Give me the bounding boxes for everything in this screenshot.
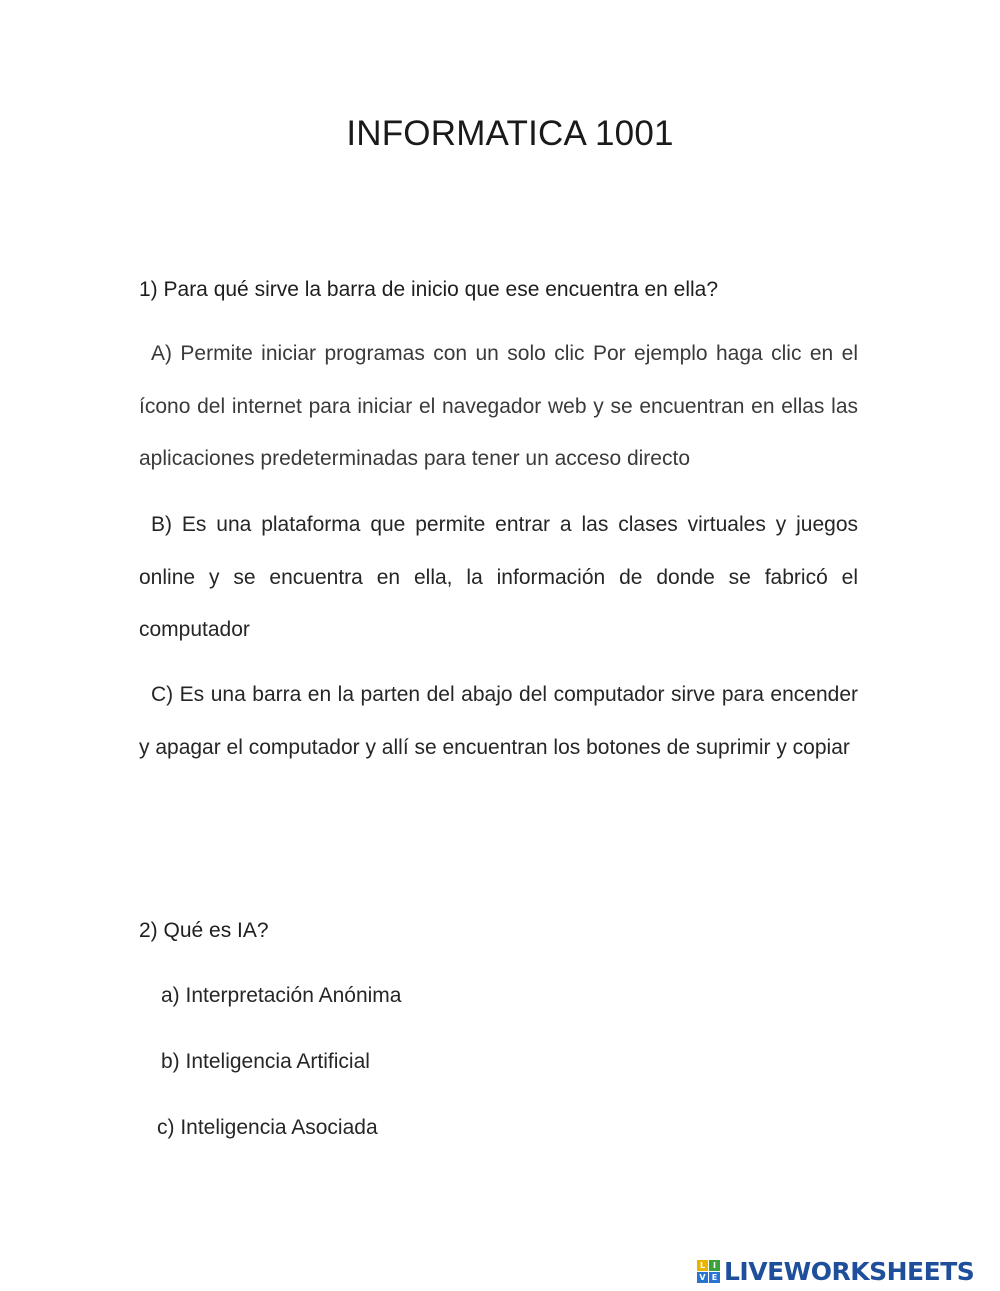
question-2-option-b[interactable]: b) Inteligencia Artificial	[161, 1050, 370, 1073]
option-a-text: A) Permite iniciar programas con un solo clic Por ejemplo haga clic en el ícono del internet para iniciar el navegador web y se encuentran en ellas las aplicaciones predeterminadas para tener un acceso directo	[139, 342, 858, 470]
question-2: 2) Qué es IA?	[139, 919, 269, 942]
question-1-option-c[interactable]	[139, 669, 858, 774]
question-1: 1) Para qué sirve la barra de inicio que ese encuentra en ella?	[139, 278, 719, 301]
liveworksheets-logo	[697, 1256, 974, 1286]
question-2-option-a[interactable]: a) Interpretación Anónima	[161, 984, 402, 1007]
logo-mark-icon	[697, 1260, 720, 1283]
page-title: INFORMATICA 1001	[346, 114, 674, 153]
logo-mark-tile: I	[709, 1260, 720, 1271]
question-1-option-b[interactable]	[139, 499, 858, 657]
question-1-option-a[interactable]	[139, 328, 858, 486]
logo-mark-tile: E	[709, 1272, 720, 1283]
logo-mark-tile: L	[697, 1260, 708, 1271]
question-2-option-c[interactable]: c) Inteligencia Asociada	[157, 1116, 378, 1139]
logo-mark-tile: V	[697, 1272, 708, 1283]
option-c-text: C) Es una barra en la parten del abajo del computador sirve para encender y apagar el computador y allí se encuentran los botones de suprimir y copiar	[139, 683, 858, 759]
option-b-text: B) Es una plataforma que permite entrar a las clases virtuales y juegos online y se encuentra en ella, la información de donde se fabricó el computador	[139, 513, 858, 641]
logo-text: LIVEWORKSHEETS	[724, 1256, 975, 1286]
